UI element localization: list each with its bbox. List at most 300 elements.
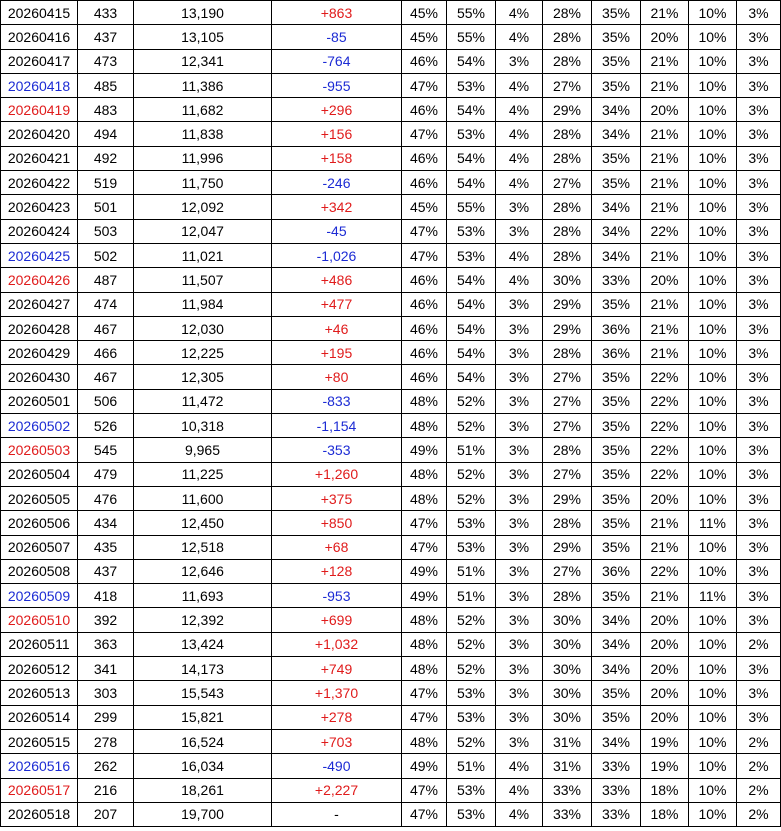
pct-cell-4: 29% — [543, 535, 592, 559]
total-cell: 11,021 — [134, 243, 272, 267]
table-row — [1, 754, 781, 778]
pct-cell-5: 35% — [592, 584, 641, 608]
pct-cell-7: 10% — [689, 49, 737, 73]
date-cell: 20260430 — [1, 365, 78, 389]
date-cell: 20260422 — [1, 171, 78, 195]
pct-cell-8: 3% — [737, 559, 781, 583]
pct-cell-8: 3% — [737, 243, 781, 267]
change-cell: -1,154 — [272, 414, 402, 438]
pct-cell-7: 10% — [689, 681, 737, 705]
pct-cell-5: 35% — [592, 486, 641, 510]
total-cell: 11,507 — [134, 268, 272, 292]
pct-cell-1: 49% — [402, 754, 447, 778]
pct-cell-7: 10% — [689, 195, 737, 219]
pct-cell-4: 30% — [543, 657, 592, 681]
pct-cell-2: 52% — [447, 608, 496, 632]
pct-cell-6: 20% — [641, 705, 689, 729]
pct-cell-1: 45% — [402, 25, 447, 49]
pct-cell-5: 35% — [592, 1, 641, 25]
pct-cell-3: 3% — [496, 705, 543, 729]
change-cell: -955 — [272, 73, 402, 97]
change-cell: +749 — [272, 657, 402, 681]
pct-cell-3: 3% — [496, 535, 543, 559]
pct-cell-1: 48% — [402, 608, 447, 632]
pct-cell-6: 21% — [641, 316, 689, 340]
pct-cell-5: 34% — [592, 632, 641, 656]
total-cell: 19,700 — [134, 802, 272, 826]
pct-cell-8: 3% — [737, 657, 781, 681]
change-cell: -1,026 — [272, 243, 402, 267]
date-cell: 20260429 — [1, 341, 78, 365]
table-row — [1, 462, 781, 486]
pct-cell-2: 55% — [447, 1, 496, 25]
table-row — [1, 535, 781, 559]
pct-cell-3: 3% — [496, 195, 543, 219]
pct-cell-5: 34% — [592, 657, 641, 681]
date-cell: 20260505 — [1, 486, 78, 510]
pct-cell-2: 54% — [447, 316, 496, 340]
pct-cell-6: 20% — [641, 632, 689, 656]
table-row — [1, 729, 781, 753]
total-cell: 10,318 — [134, 414, 272, 438]
pct-cell-5: 33% — [592, 754, 641, 778]
pct-cell-3: 4% — [496, 146, 543, 170]
pct-cell-8: 3% — [737, 268, 781, 292]
pct-cell-5: 35% — [592, 171, 641, 195]
count-cell: 207 — [78, 802, 134, 826]
pct-cell-7: 10% — [689, 632, 737, 656]
pct-cell-1: 48% — [402, 632, 447, 656]
pct-cell-2: 53% — [447, 219, 496, 243]
pct-cell-1: 47% — [402, 243, 447, 267]
total-cell: 12,392 — [134, 608, 272, 632]
pct-cell-7: 10% — [689, 243, 737, 267]
count-cell: 262 — [78, 754, 134, 778]
total-cell: 12,646 — [134, 559, 272, 583]
date-cell: 20260415 — [1, 1, 78, 25]
change-cell: - — [272, 802, 402, 826]
date-cell: 20260428 — [1, 316, 78, 340]
pct-cell-3: 3% — [496, 316, 543, 340]
pct-cell-6: 22% — [641, 438, 689, 462]
pct-cell-8: 2% — [737, 632, 781, 656]
pct-cell-3: 4% — [496, 243, 543, 267]
date-cell: 20260423 — [1, 195, 78, 219]
date-cell: 20260425 — [1, 243, 78, 267]
total-cell: 13,190 — [134, 1, 272, 25]
table-row — [1, 486, 781, 510]
pct-cell-8: 3% — [737, 462, 781, 486]
pct-cell-2: 53% — [447, 705, 496, 729]
change-cell: +68 — [272, 535, 402, 559]
pct-cell-8: 3% — [737, 219, 781, 243]
total-cell: 11,750 — [134, 171, 272, 195]
count-cell: 466 — [78, 341, 134, 365]
pct-cell-1: 47% — [402, 802, 447, 826]
pct-cell-2: 51% — [447, 584, 496, 608]
date-cell: 20260421 — [1, 146, 78, 170]
pct-cell-5: 34% — [592, 243, 641, 267]
pct-cell-4: 28% — [543, 49, 592, 73]
pct-cell-7: 10% — [689, 171, 737, 195]
pct-cell-2: 53% — [447, 681, 496, 705]
pct-cell-6: 18% — [641, 802, 689, 826]
pct-cell-2: 52% — [447, 729, 496, 753]
pct-cell-3: 3% — [496, 559, 543, 583]
pct-cell-6: 22% — [641, 219, 689, 243]
pct-cell-6: 20% — [641, 681, 689, 705]
pct-cell-4: 27% — [543, 73, 592, 97]
pct-cell-1: 46% — [402, 316, 447, 340]
pct-cell-2: 52% — [447, 657, 496, 681]
pct-cell-8: 3% — [737, 25, 781, 49]
pct-cell-6: 21% — [641, 122, 689, 146]
count-cell: 506 — [78, 389, 134, 413]
count-cell: 433 — [78, 1, 134, 25]
pct-cell-3: 3% — [496, 486, 543, 510]
pct-cell-6: 19% — [641, 729, 689, 753]
pct-cell-6: 21% — [641, 535, 689, 559]
count-cell: 487 — [78, 268, 134, 292]
table-row — [1, 414, 781, 438]
pct-cell-6: 20% — [641, 98, 689, 122]
pct-cell-2: 54% — [447, 268, 496, 292]
change-cell: -953 — [272, 584, 402, 608]
pct-cell-3: 4% — [496, 754, 543, 778]
pct-cell-5: 35% — [592, 292, 641, 316]
date-cell: 20260518 — [1, 802, 78, 826]
count-cell: 545 — [78, 438, 134, 462]
table-row — [1, 219, 781, 243]
total-cell: 12,450 — [134, 511, 272, 535]
pct-cell-1: 46% — [402, 171, 447, 195]
pct-cell-1: 45% — [402, 1, 447, 25]
pct-cell-7: 10% — [689, 778, 737, 802]
total-cell: 11,600 — [134, 486, 272, 510]
pct-cell-7: 10% — [689, 657, 737, 681]
pct-cell-4: 28% — [543, 584, 592, 608]
pct-cell-6: 21% — [641, 146, 689, 170]
table-row — [1, 146, 781, 170]
pct-cell-1: 46% — [402, 341, 447, 365]
change-cell: +46 — [272, 316, 402, 340]
pct-cell-7: 10% — [689, 705, 737, 729]
change-cell: +477 — [272, 292, 402, 316]
pct-cell-8: 3% — [737, 195, 781, 219]
pct-cell-2: 54% — [447, 365, 496, 389]
pct-cell-3: 4% — [496, 802, 543, 826]
pct-cell-7: 10% — [689, 316, 737, 340]
table-row — [1, 559, 781, 583]
pct-cell-4: 27% — [543, 414, 592, 438]
pct-cell-6: 21% — [641, 195, 689, 219]
total-cell: 12,030 — [134, 316, 272, 340]
pct-cell-2: 53% — [447, 73, 496, 97]
date-cell: 20260418 — [1, 73, 78, 97]
pct-cell-4: 28% — [543, 195, 592, 219]
pct-cell-3: 4% — [496, 778, 543, 802]
date-cell: 20260514 — [1, 705, 78, 729]
date-cell: 20260513 — [1, 681, 78, 705]
pct-cell-2: 54% — [447, 341, 496, 365]
pct-cell-8: 3% — [737, 171, 781, 195]
pct-cell-2: 53% — [447, 511, 496, 535]
total-cell: 12,047 — [134, 219, 272, 243]
pct-cell-2: 54% — [447, 292, 496, 316]
date-cell: 20260512 — [1, 657, 78, 681]
change-cell: +1,260 — [272, 462, 402, 486]
pct-cell-3: 3% — [496, 511, 543, 535]
table-row — [1, 1, 781, 25]
pct-cell-5: 34% — [592, 98, 641, 122]
pct-cell-1: 47% — [402, 681, 447, 705]
count-cell: 492 — [78, 146, 134, 170]
pct-cell-3: 3% — [496, 414, 543, 438]
table-row — [1, 608, 781, 632]
change-cell: +2,227 — [272, 778, 402, 802]
pct-cell-4: 28% — [543, 243, 592, 267]
pct-cell-4: 28% — [543, 122, 592, 146]
pct-cell-2: 54% — [447, 171, 496, 195]
pct-cell-7: 10% — [689, 729, 737, 753]
pct-cell-6: 21% — [641, 49, 689, 73]
pct-cell-6: 20% — [641, 657, 689, 681]
pct-cell-6: 21% — [641, 341, 689, 365]
date-cell: 20260417 — [1, 49, 78, 73]
pct-cell-6: 21% — [641, 73, 689, 97]
pct-cell-2: 53% — [447, 122, 496, 146]
pct-cell-4: 33% — [543, 802, 592, 826]
table-row — [1, 292, 781, 316]
count-cell: 437 — [78, 559, 134, 583]
count-cell: 418 — [78, 584, 134, 608]
pct-cell-5: 35% — [592, 49, 641, 73]
pct-cell-3: 4% — [496, 171, 543, 195]
count-cell: 502 — [78, 243, 134, 267]
pct-cell-3: 3% — [496, 462, 543, 486]
pct-cell-1: 47% — [402, 73, 447, 97]
pct-cell-6: 21% — [641, 511, 689, 535]
count-cell: 434 — [78, 511, 134, 535]
pct-cell-6: 21% — [641, 171, 689, 195]
pct-cell-1: 47% — [402, 219, 447, 243]
change-cell: -353 — [272, 438, 402, 462]
pct-cell-4: 29% — [543, 316, 592, 340]
pct-cell-5: 35% — [592, 389, 641, 413]
pct-cell-1: 46% — [402, 98, 447, 122]
change-cell: -45 — [272, 219, 402, 243]
count-cell: 483 — [78, 98, 134, 122]
pct-cell-1: 48% — [402, 389, 447, 413]
pct-cell-7: 10% — [689, 438, 737, 462]
pct-cell-2: 54% — [447, 98, 496, 122]
pct-cell-3: 4% — [496, 122, 543, 146]
pct-cell-8: 3% — [737, 535, 781, 559]
total-cell: 11,838 — [134, 122, 272, 146]
change-cell: -764 — [272, 49, 402, 73]
pct-cell-8: 3% — [737, 73, 781, 97]
pct-cell-7: 10% — [689, 535, 737, 559]
pct-cell-2: 55% — [447, 195, 496, 219]
pct-cell-5: 36% — [592, 316, 641, 340]
pct-cell-1: 49% — [402, 438, 447, 462]
pct-cell-7: 10% — [689, 365, 737, 389]
pct-cell-7: 10% — [689, 389, 737, 413]
pct-cell-8: 3% — [737, 122, 781, 146]
pct-cell-4: 27% — [543, 462, 592, 486]
table-row — [1, 98, 781, 122]
count-cell: 363 — [78, 632, 134, 656]
date-cell: 20260508 — [1, 559, 78, 583]
change-cell: +128 — [272, 559, 402, 583]
pct-cell-4: 30% — [543, 268, 592, 292]
change-cell: +863 — [272, 1, 402, 25]
table-row — [1, 584, 781, 608]
total-cell: 12,305 — [134, 365, 272, 389]
pct-cell-1: 48% — [402, 414, 447, 438]
count-cell: 473 — [78, 49, 134, 73]
pct-cell-6: 21% — [641, 243, 689, 267]
pct-cell-8: 3% — [737, 146, 781, 170]
pct-cell-1: 49% — [402, 559, 447, 583]
pct-cell-2: 53% — [447, 243, 496, 267]
pct-cell-5: 35% — [592, 462, 641, 486]
count-cell: 303 — [78, 681, 134, 705]
date-cell: 20260501 — [1, 389, 78, 413]
pct-cell-3: 3% — [496, 365, 543, 389]
table-row — [1, 195, 781, 219]
pct-cell-4: 29% — [543, 98, 592, 122]
table-row — [1, 171, 781, 195]
pct-cell-7: 10% — [689, 146, 737, 170]
pct-cell-1: 45% — [402, 195, 447, 219]
pct-cell-7: 10% — [689, 268, 737, 292]
count-cell: 299 — [78, 705, 134, 729]
pct-cell-3: 3% — [496, 632, 543, 656]
pct-cell-6: 22% — [641, 559, 689, 583]
pct-cell-6: 22% — [641, 414, 689, 438]
pct-cell-2: 52% — [447, 486, 496, 510]
table-row — [1, 49, 781, 73]
count-cell: 467 — [78, 316, 134, 340]
pct-cell-1: 47% — [402, 705, 447, 729]
change-cell: +486 — [272, 268, 402, 292]
date-cell: 20260516 — [1, 754, 78, 778]
pct-cell-3: 3% — [496, 438, 543, 462]
pct-cell-4: 28% — [543, 25, 592, 49]
pct-cell-4: 28% — [543, 1, 592, 25]
pct-cell-4: 30% — [543, 705, 592, 729]
pct-cell-3: 3% — [496, 292, 543, 316]
table-row — [1, 365, 781, 389]
pct-cell-4: 33% — [543, 778, 592, 802]
pct-cell-5: 34% — [592, 608, 641, 632]
pct-cell-7: 10% — [689, 73, 737, 97]
pct-cell-5: 36% — [592, 559, 641, 583]
count-cell: 437 — [78, 25, 134, 49]
total-cell: 12,518 — [134, 535, 272, 559]
pct-cell-2: 52% — [447, 389, 496, 413]
total-cell: 13,105 — [134, 25, 272, 49]
count-cell: 485 — [78, 73, 134, 97]
pct-cell-5: 34% — [592, 219, 641, 243]
pct-cell-7: 10% — [689, 559, 737, 583]
pct-cell-7: 10% — [689, 608, 737, 632]
total-cell: 11,472 — [134, 389, 272, 413]
pct-cell-5: 35% — [592, 681, 641, 705]
pct-cell-6: 20% — [641, 25, 689, 49]
pct-cell-7: 10% — [689, 341, 737, 365]
pct-cell-5: 35% — [592, 438, 641, 462]
pct-cell-4: 28% — [543, 146, 592, 170]
pct-cell-2: 54% — [447, 49, 496, 73]
table-row — [1, 657, 781, 681]
total-cell: 18,261 — [134, 778, 272, 802]
pct-cell-6: 18% — [641, 778, 689, 802]
pct-cell-4: 30% — [543, 632, 592, 656]
pct-cell-1: 48% — [402, 657, 447, 681]
table-row — [1, 802, 781, 826]
pct-cell-8: 3% — [737, 365, 781, 389]
pct-cell-3: 3% — [496, 389, 543, 413]
change-cell: +703 — [272, 729, 402, 753]
pct-cell-5: 34% — [592, 122, 641, 146]
pct-cell-8: 3% — [737, 1, 781, 25]
pct-cell-1: 46% — [402, 365, 447, 389]
pct-cell-7: 10% — [689, 1, 737, 25]
pct-cell-7: 10% — [689, 122, 737, 146]
pct-cell-4: 27% — [543, 171, 592, 195]
table-row — [1, 122, 781, 146]
pct-cell-4: 29% — [543, 486, 592, 510]
table-row — [1, 268, 781, 292]
count-cell: 341 — [78, 657, 134, 681]
pct-cell-5: 33% — [592, 802, 641, 826]
date-cell: 20260510 — [1, 608, 78, 632]
pct-cell-2: 52% — [447, 462, 496, 486]
pct-cell-5: 35% — [592, 511, 641, 535]
table-row — [1, 511, 781, 535]
pct-cell-6: 21% — [641, 1, 689, 25]
pct-cell-2: 55% — [447, 25, 496, 49]
pct-cell-4: 29% — [543, 292, 592, 316]
change-cell: +80 — [272, 365, 402, 389]
count-cell: 392 — [78, 608, 134, 632]
pct-cell-1: 46% — [402, 292, 447, 316]
pct-cell-7: 10% — [689, 414, 737, 438]
date-cell: 20260515 — [1, 729, 78, 753]
pct-cell-4: 27% — [543, 389, 592, 413]
pct-cell-2: 52% — [447, 632, 496, 656]
change-cell: +158 — [272, 146, 402, 170]
count-cell: 503 — [78, 219, 134, 243]
count-cell: 476 — [78, 486, 134, 510]
pct-cell-8: 3% — [737, 341, 781, 365]
pct-cell-1: 47% — [402, 535, 447, 559]
pct-cell-8: 2% — [737, 754, 781, 778]
pct-cell-4: 30% — [543, 608, 592, 632]
total-cell: 11,225 — [134, 462, 272, 486]
pct-cell-2: 52% — [447, 414, 496, 438]
date-cell: 20260509 — [1, 584, 78, 608]
change-cell: -490 — [272, 754, 402, 778]
pct-cell-4: 30% — [543, 681, 592, 705]
date-cell: 20260504 — [1, 462, 78, 486]
pct-cell-6: 22% — [641, 365, 689, 389]
table-row — [1, 705, 781, 729]
total-cell: 12,092 — [134, 195, 272, 219]
pct-cell-5: 35% — [592, 705, 641, 729]
